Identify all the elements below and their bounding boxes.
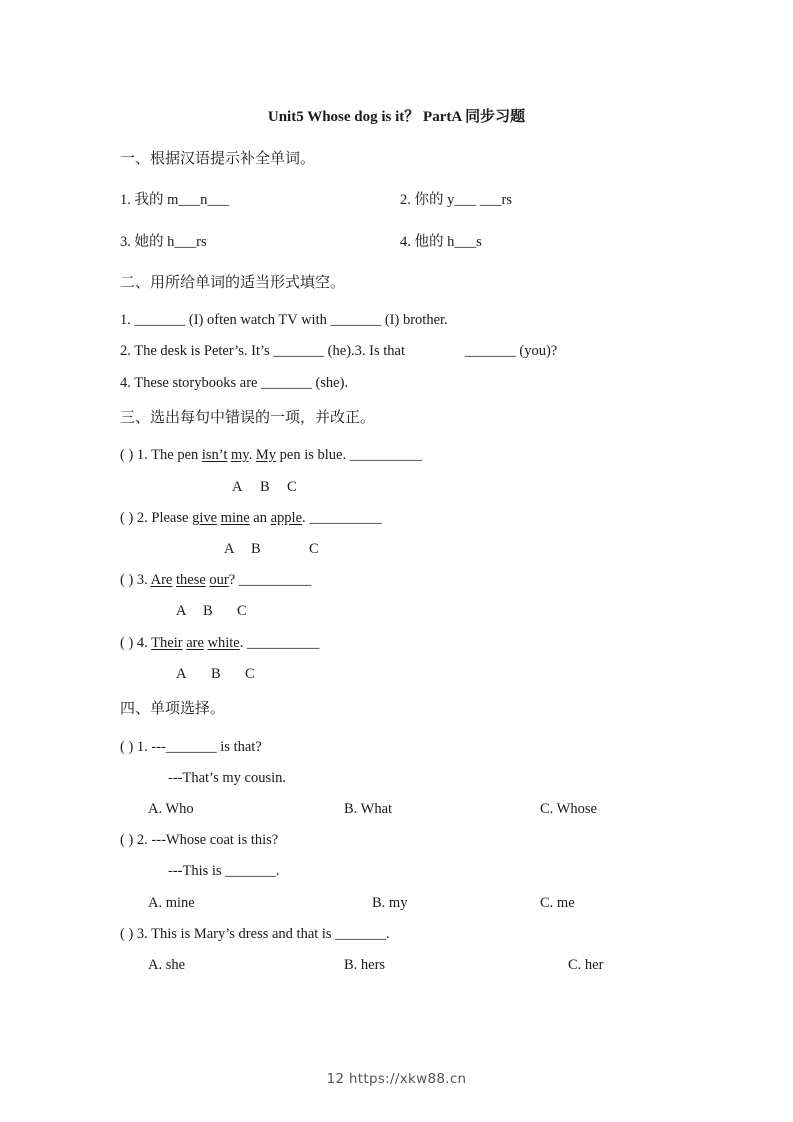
s3-q2-prefix: ( ) 2. Please [120, 510, 193, 526]
section-3-heading: 三、选出每句中错误的一项，并改正。 [120, 410, 376, 426]
s3-q3-label-c: C [237, 603, 247, 619]
section-1-heading: 一、根据汉语提示补全单词。 [120, 151, 316, 167]
s3-q3-option-c: our [209, 572, 229, 588]
s3-q2-suffix: . __________ [302, 510, 382, 526]
s3-q3-label-b: B [203, 603, 213, 619]
s3-q4-suffix: . __________ [239, 635, 320, 651]
s4-q1-option-c: C. Whose [540, 801, 597, 817]
s4-q3-option-b: B. hers [344, 957, 386, 973]
s3-q3-option-a: Are [150, 572, 173, 588]
s3-q3-option-b: these [175, 572, 206, 588]
s4-q2-option-a: A. mine [148, 895, 195, 911]
s4-q2-reply: ---This is _______. [168, 863, 280, 879]
s3-q2-option-b: mine [220, 510, 250, 526]
s3-q4-option-c: white [207, 635, 240, 651]
s4-q3-stem: ( ) 3. This is Mary’s dress and that is _______. [120, 926, 390, 942]
s3-question-1 [120, 448, 422, 463]
s3-q3-label-a: A [176, 603, 187, 619]
s3-q4-label-c: C [245, 666, 255, 682]
s3-q3-prefix: ( ) 3. [120, 572, 151, 588]
s3-q2-option-c: apple [270, 510, 303, 526]
s3-q1-suffix: pen is blue. __________ [276, 447, 423, 463]
s3-q2-label-a: A [224, 541, 235, 557]
s3-q4-label-a: A [176, 666, 187, 682]
s3-q1-option-a: isn’t [201, 447, 228, 463]
s4-q1-option-a: A. Who [148, 801, 194, 817]
s3-q4-option-a: Their [151, 635, 183, 651]
s2-line-2-continued: _______ (you)? [465, 343, 558, 359]
s2-line-1: 1. _______ (I) often watch TV with _______ (I) brother. [120, 312, 448, 328]
s3-q1-option-b: my [231, 447, 249, 463]
s3-question-2 [120, 511, 382, 526]
s3-q2-option-a: give [192, 510, 218, 526]
s3-q1-option-c: My [255, 447, 277, 463]
s1-item-2: 2. 你的 y___ ___rs [400, 192, 512, 208]
s4-q2-option-c: C. me [540, 895, 575, 911]
s4-q1-reply: ---That’s my cousin. [168, 770, 286, 786]
s3-q2-mid: an [249, 510, 271, 526]
s3-q1-prefix: ( ) 1. The pen [120, 447, 202, 463]
s3-q4-label-b: B [211, 666, 221, 682]
s2-line-3: 4. These storybooks are _______ (she). [120, 375, 349, 391]
s4-q2-stem: ( ) 2. ---Whose coat is this? [120, 832, 279, 848]
s3-q1-label-c: C [287, 479, 297, 495]
page-footer: 12 https://xkw88.cn [326, 1071, 467, 1087]
s1-item-4: 4. 他的 h___s [400, 234, 482, 250]
s3-question-4 [120, 636, 319, 651]
s3-q4-option-b: are [186, 635, 204, 651]
s3-q2-label-c: C [309, 541, 319, 557]
section-2-heading: 二、用所给单词的适当形式填空。 [120, 275, 346, 291]
s1-item-3: 3. 她的 h___rs [120, 234, 207, 250]
s4-q1-option-b: B. What [344, 801, 393, 817]
s4-q1-stem: ( ) 1. ---_______ is that? [120, 739, 262, 755]
s3-q3-suffix: ? __________ [228, 572, 312, 588]
s3-q1-label-a: A [232, 479, 243, 495]
s3-q1-label-b: B [260, 479, 270, 495]
s4-q3-option-a: A. she [148, 957, 186, 973]
s1-item-1: 1. 我的 m___n___ [120, 192, 230, 208]
s3-q1-mid: . [248, 447, 256, 463]
section-4-heading: 四、单项选择。 [120, 701, 226, 717]
page-title: Unit5 Whose dog is it？ PartA 同步习题 [267, 109, 526, 125]
s4-q3-option-c: C. her [568, 957, 604, 973]
s3-q2-label-b: B [251, 541, 261, 557]
s4-q2-option-b: B. my [372, 895, 408, 911]
s2-line-2: 2. The desk is Peter’s. It’s _______ (he).3. Is that [120, 343, 405, 359]
s3-q4-prefix: ( ) 4. [120, 635, 152, 651]
s3-question-3 [120, 573, 311, 588]
